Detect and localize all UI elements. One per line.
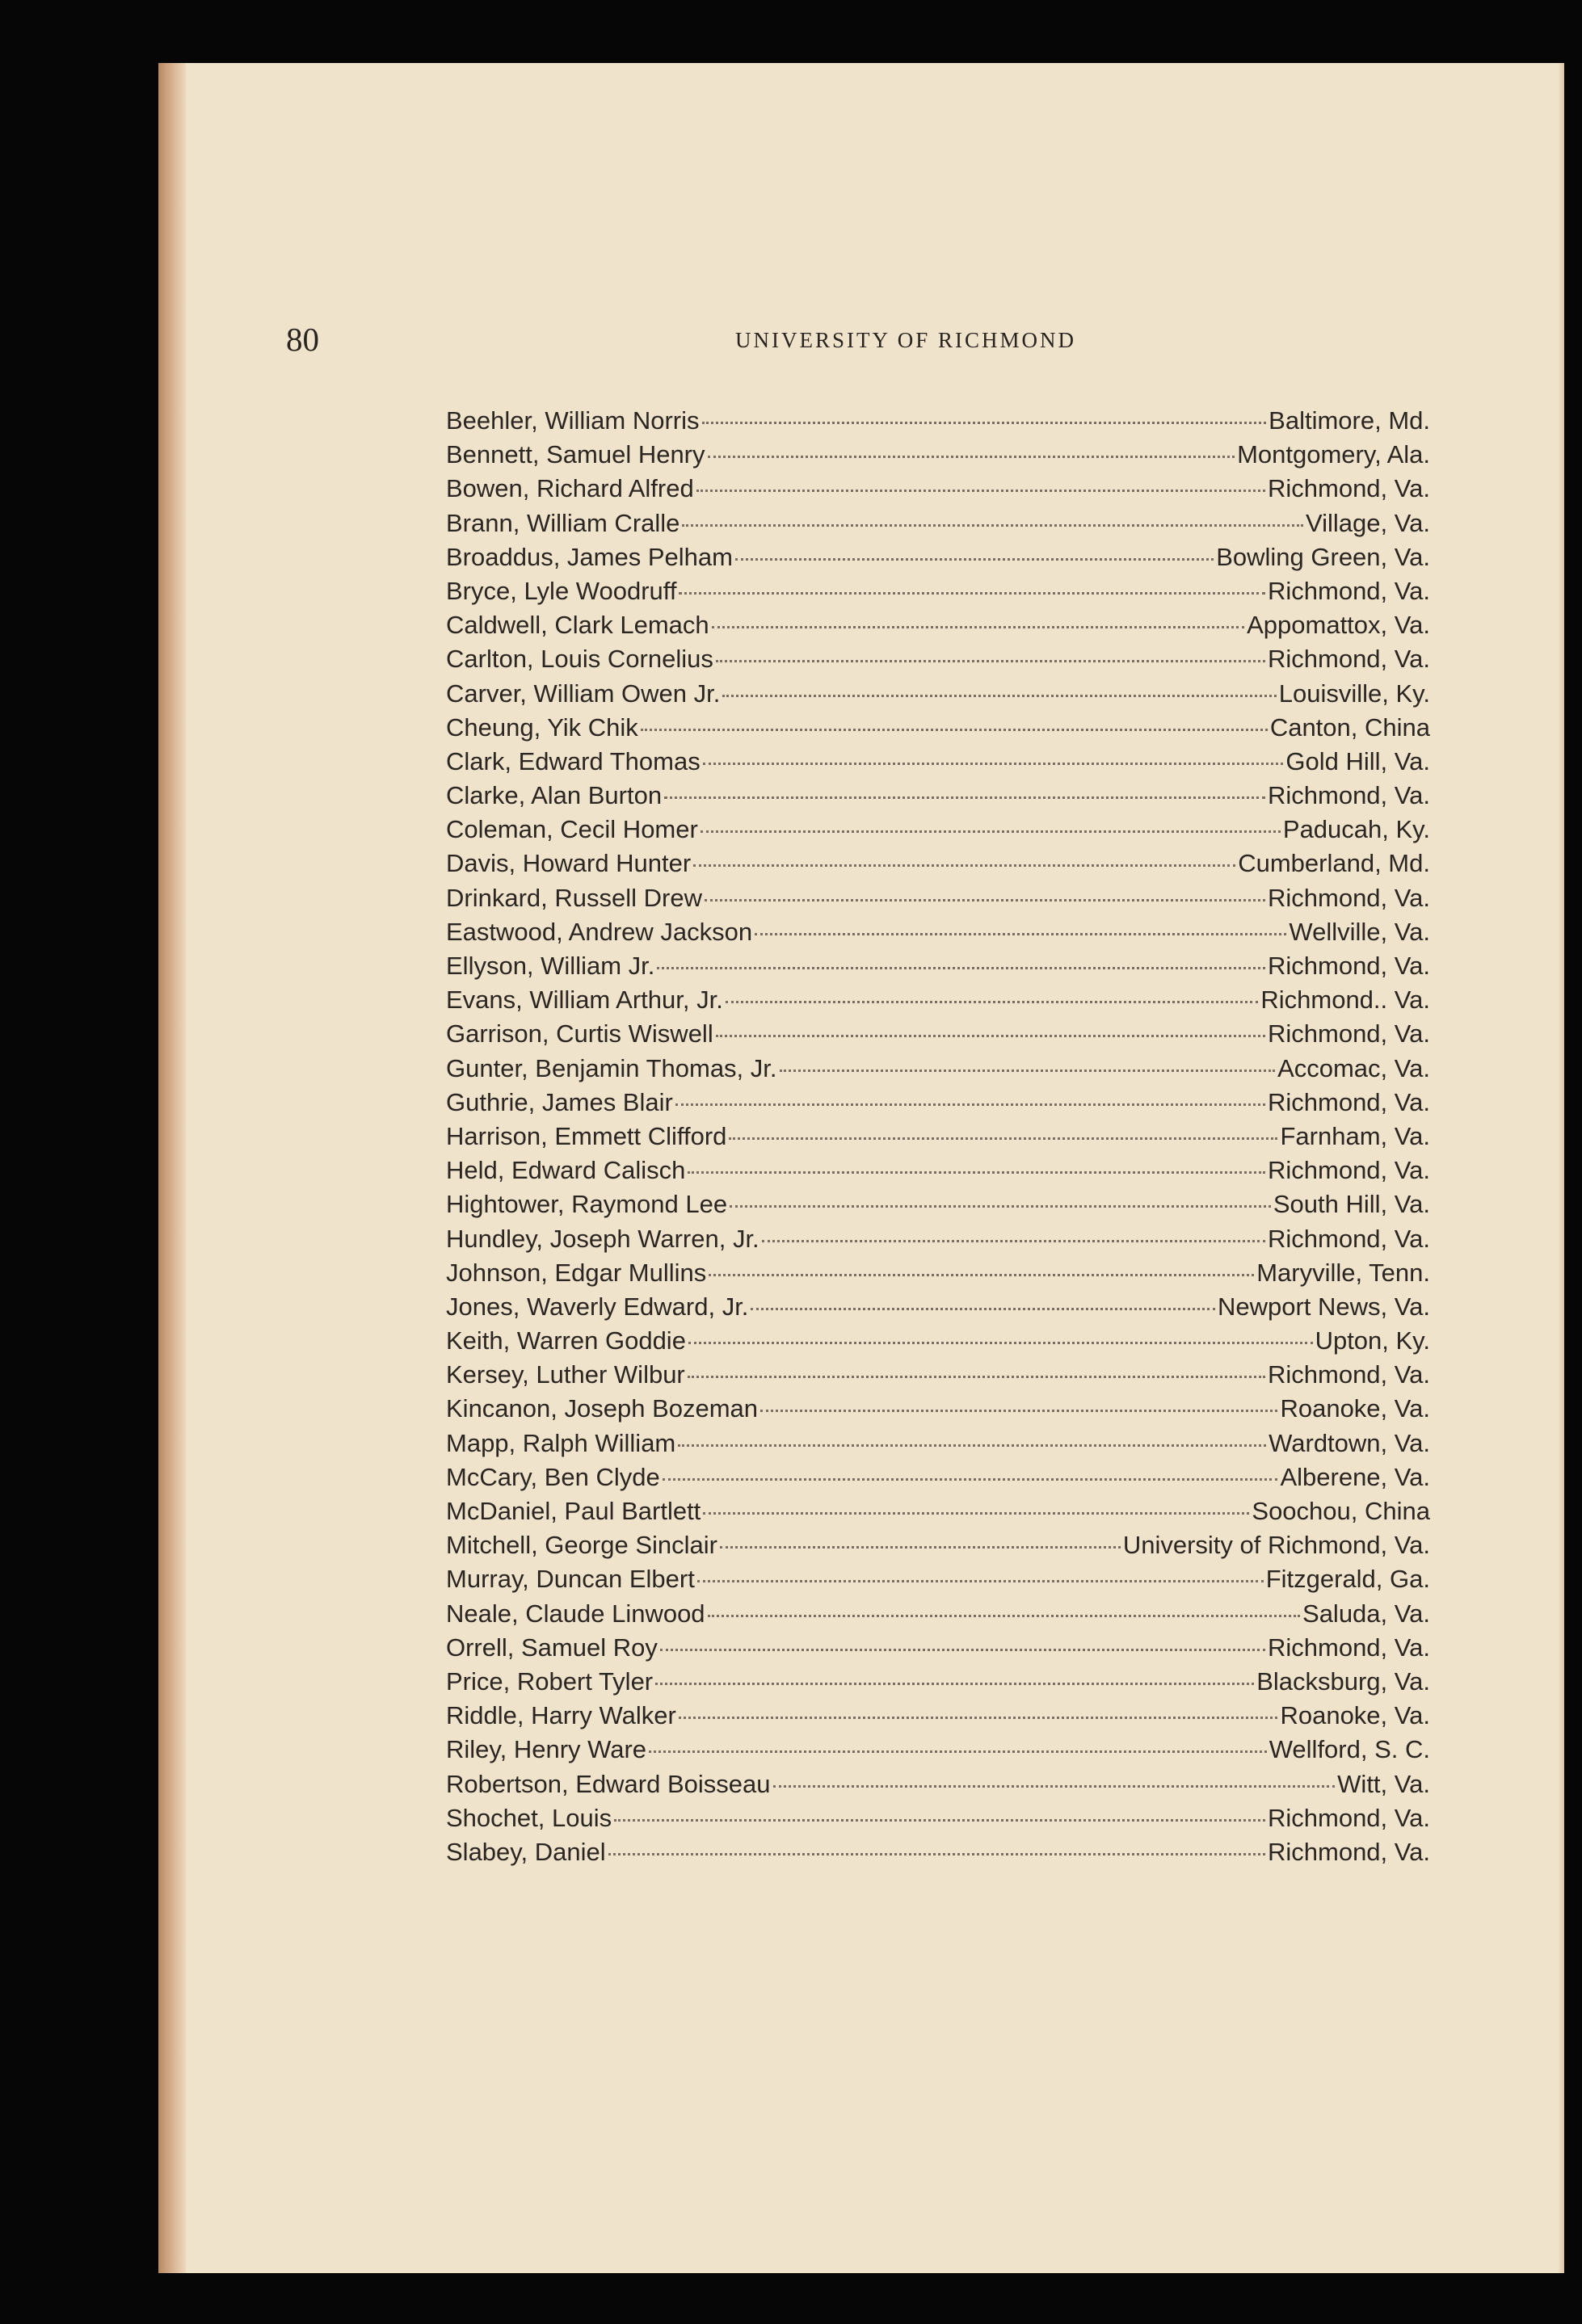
roster-entry <box>446 1801 1430 1835</box>
dot-leader <box>735 558 1214 561</box>
dot-leader <box>722 695 1276 697</box>
roster-entry <box>446 1052 1430 1086</box>
dot-leader <box>780 1070 1276 1072</box>
hometown: Alberene, Va. <box>1280 1462 1430 1491</box>
student-name: Held, Edward Calisch <box>446 1156 686 1185</box>
student-name: Mapp, Ralph William <box>446 1428 676 1457</box>
hometown: Richmond, Va. <box>1267 576 1430 605</box>
roster-entry <box>446 1324 1430 1358</box>
hometown: University of Richmond, Va. <box>1122 1531 1430 1560</box>
dot-leader <box>679 1717 1278 1719</box>
dot-leader <box>688 1171 1265 1174</box>
student-name: Murray, Duncan Elbert <box>446 1565 695 1594</box>
hometown: Baltimore, Md. <box>1269 406 1430 435</box>
student-name: McCary, Ben Clyde <box>446 1462 660 1491</box>
roster-entry <box>446 1017 1430 1051</box>
roster-entry <box>446 983 1430 1017</box>
dot-leader <box>678 1444 1266 1447</box>
hometown: Richmond, Va. <box>1267 781 1430 810</box>
roster-entry <box>446 915 1430 949</box>
dot-leader <box>675 1103 1265 1106</box>
dot-leader <box>682 524 1303 527</box>
student-name: Hundley, Joseph Warren, Jr. <box>446 1224 759 1253</box>
roster-entry <box>446 506 1430 540</box>
dot-leader <box>716 1035 1265 1037</box>
student-name: Brann, William Cralle <box>446 508 680 537</box>
roster-entry <box>446 847 1430 880</box>
dot-leader <box>664 796 1265 799</box>
hometown: Richmond, Va. <box>1267 883 1430 912</box>
roster-entry <box>446 677 1430 711</box>
hometown: Richmond, Va. <box>1267 1019 1430 1049</box>
hometown: Saluda, Va. <box>1302 1599 1430 1628</box>
student-name: Hightower, Raymond Lee <box>446 1190 728 1219</box>
dot-leader <box>696 490 1265 492</box>
student-name: Clarke, Alan Burton <box>446 781 663 810</box>
dot-leader <box>701 830 1281 833</box>
hometown: Upton, Ky. <box>1315 1326 1430 1355</box>
hometown: Richmond, Va. <box>1267 1156 1430 1185</box>
student-name: Coleman, Cecil Homer <box>446 815 698 844</box>
roster-entry <box>446 642 1430 676</box>
hometown: Village, Va. <box>1306 508 1430 537</box>
page-number: 80 <box>286 321 319 358</box>
page-gutter <box>1558 63 1564 2273</box>
dot-leader <box>762 1240 1265 1242</box>
hometown: Richmond, Va. <box>1267 1087 1430 1116</box>
dot-leader <box>660 1649 1265 1651</box>
roster-entry <box>446 574 1430 608</box>
hometown: Maryville, Tenn. <box>1256 1258 1430 1287</box>
roster-entry <box>446 711 1430 745</box>
hometown: Cumberland, Md. <box>1238 849 1430 878</box>
dot-leader <box>708 1615 1300 1617</box>
student-name: Slabey, Daniel <box>446 1837 606 1866</box>
student-name: Cheung, Yik Chik <box>446 712 638 742</box>
student-name: Keith, Warren Goddie <box>446 1326 686 1355</box>
dot-leader <box>663 1478 1278 1481</box>
student-name: Orrell, Samuel Roy <box>446 1633 658 1662</box>
roster-entry <box>446 1086 1430 1120</box>
dot-leader <box>657 967 1265 969</box>
student-name: Neale, Claude Linwood <box>446 1599 705 1628</box>
hometown: Roanoke, Va. <box>1280 1701 1430 1730</box>
roster-entry <box>446 1733 1430 1767</box>
student-name: Bennett, Samuel Henry <box>446 440 705 469</box>
student-name: Bryce, Lyle Woodruff <box>446 576 677 605</box>
dot-leader <box>726 1001 1259 1003</box>
student-name: Harrison, Emmett Clifford <box>446 1121 727 1150</box>
hometown: Richmond, Va. <box>1267 1837 1430 1866</box>
roster-entry <box>446 1699 1430 1733</box>
hometown: Richmond, Va. <box>1267 1633 1430 1662</box>
roster-entry <box>446 1154 1430 1187</box>
dot-leader <box>751 1308 1215 1310</box>
roster-entry <box>446 881 1430 915</box>
hometown: Richmond, Va. <box>1267 952 1430 980</box>
hometown: Accomac, Va. <box>1277 1053 1430 1082</box>
roster-entry <box>446 1631 1430 1665</box>
student-name: Shochet, Louis <box>446 1803 612 1832</box>
dot-leader <box>697 1580 1264 1582</box>
page-edge <box>158 63 186 2273</box>
hometown: Richmond, Va. <box>1267 645 1430 674</box>
student-name: Broaddus, James Pelham <box>446 542 733 571</box>
hometown: Richmond, Va. <box>1267 474 1430 503</box>
student-name: McDaniel, Paul Bartlett <box>446 1497 701 1525</box>
page-header <box>286 320 1288 368</box>
roster-entry <box>446 1665 1430 1699</box>
hometown: Newport News, Va. <box>1217 1292 1430 1321</box>
student-name: Riley, Henry Ware <box>446 1735 647 1764</box>
student-name: Mitchell, George Sinclair <box>446 1531 717 1560</box>
dot-leader <box>693 864 1235 867</box>
dot-leader <box>729 1137 1277 1140</box>
student-name: Ellyson, William Jr. <box>446 952 655 980</box>
hometown: Gold Hill, Va. <box>1285 746 1430 775</box>
hometown: Appomattox, Va. <box>1247 611 1430 640</box>
hometown: Louisville, Ky. <box>1278 679 1430 708</box>
hometown: Montgomery, Ala. <box>1237 440 1430 469</box>
dot-leader <box>679 592 1265 595</box>
roster-entry <box>446 1494 1430 1528</box>
student-name: Gunter, Benjamin Thomas, Jr. <box>446 1053 777 1082</box>
roster-entry <box>446 1290 1430 1324</box>
running-title: UNIVERSITY OF RICHMOND <box>735 328 1077 352</box>
student-roster <box>446 404 1430 1869</box>
student-name: Caldwell, Clark Lemach <box>446 611 709 640</box>
student-name: Carlton, Louis Cornelius <box>446 645 713 674</box>
hometown: Wellford, S. C. <box>1269 1735 1430 1764</box>
dot-leader <box>755 933 1286 935</box>
roster-entry <box>446 1460 1430 1494</box>
roster-entry <box>446 745 1430 779</box>
roster-entry <box>446 1392 1430 1426</box>
dot-leader <box>709 1274 1254 1276</box>
dot-leader <box>614 1819 1265 1822</box>
roster-entry <box>446 1187 1430 1221</box>
roster-entry <box>446 949 1430 983</box>
student-name: Eastwood, Andrew Jackson <box>446 917 753 946</box>
dot-leader <box>720 1546 1121 1549</box>
dot-leader <box>705 899 1265 901</box>
hometown: Bowling Green, Va. <box>1216 542 1430 571</box>
dot-leader <box>702 422 1267 424</box>
student-name: Evans, William Arthur, Jr. <box>446 985 723 1015</box>
dot-leader <box>703 763 1284 765</box>
dot-leader <box>716 660 1265 662</box>
roster-entry <box>446 1427 1430 1460</box>
roster-entry <box>446 608 1430 642</box>
dot-leader <box>703 1512 1249 1515</box>
student-name: Clark, Edward Thomas <box>446 746 701 775</box>
dot-leader <box>688 1342 1313 1344</box>
roster-entry <box>446 1358 1430 1392</box>
dot-leader <box>655 1683 1254 1685</box>
roster-entry <box>446 1256 1430 1290</box>
roster-entry <box>446 404 1430 438</box>
hometown: Richmond, Va. <box>1267 1803 1430 1832</box>
dot-leader <box>730 1205 1271 1208</box>
hometown: Roanoke, Va. <box>1280 1394 1430 1423</box>
student-name: Johnson, Edgar Mullins <box>446 1258 707 1287</box>
student-name: Jones, Waverly Edward, Jr. <box>446 1292 749 1321</box>
hometown: Farnham, Va. <box>1280 1121 1430 1150</box>
student-name: Garrison, Curtis Wiswell <box>446 1019 713 1049</box>
student-name: Kersey, Luther Wilbur <box>446 1360 685 1389</box>
hometown: Paducah, Ky. <box>1282 815 1430 844</box>
hometown: Soochou, China <box>1252 1497 1430 1525</box>
roster-entry <box>446 1562 1430 1596</box>
student-name: Price, Robert Tyler <box>446 1666 654 1696</box>
student-name: Carver, William Owen Jr. <box>446 679 721 708</box>
roster-entry <box>446 1767 1430 1801</box>
dot-leader <box>773 1785 1336 1788</box>
dot-leader <box>641 729 1268 731</box>
student-name: Drinkard, Russell Drew <box>446 883 702 912</box>
hometown: Richmond.. Va. <box>1260 985 1430 1015</box>
dot-leader <box>760 1410 1277 1412</box>
roster-entry <box>446 1528 1430 1562</box>
student-name: Beehler, William Norris <box>446 406 700 435</box>
hometown: Richmond, Va. <box>1267 1224 1430 1253</box>
roster-entry <box>446 1597 1430 1631</box>
student-name: Robertson, Edward Boisseau <box>446 1769 771 1798</box>
student-name: Kincanon, Joseph Bozeman <box>446 1394 759 1423</box>
student-name: Guthrie, James Blair <box>446 1087 673 1116</box>
dot-leader <box>712 626 1244 628</box>
hometown: Wardtown, Va. <box>1269 1428 1430 1457</box>
student-name: Bowen, Richard Alfred <box>446 474 694 503</box>
dot-leader <box>608 1853 1265 1855</box>
dot-leader <box>708 456 1235 458</box>
roster-entry <box>446 540 1430 574</box>
roster-entry <box>446 813 1430 847</box>
roster-entry <box>446 1835 1430 1869</box>
hometown: Witt, Va. <box>1337 1769 1430 1798</box>
hometown: Blacksburg, Va. <box>1256 1666 1430 1696</box>
roster-entry <box>446 1120 1430 1154</box>
student-name: Davis, Howard Hunter <box>446 849 692 878</box>
dot-leader <box>649 1750 1267 1753</box>
student-name: Riddle, Harry Walker <box>446 1701 676 1730</box>
hometown: South Hill, Va. <box>1273 1190 1430 1219</box>
dot-leader <box>688 1376 1265 1378</box>
hometown: Richmond, Va. <box>1267 1360 1430 1389</box>
roster-entry <box>446 1222 1430 1256</box>
hometown: Fitzgerald, Ga. <box>1265 1565 1430 1594</box>
hometown: Canton, China <box>1269 712 1430 742</box>
roster-entry <box>446 779 1430 813</box>
roster-entry <box>446 472 1430 506</box>
roster-entry <box>446 438 1430 472</box>
hometown: Wellville, Va. <box>1289 917 1430 946</box>
